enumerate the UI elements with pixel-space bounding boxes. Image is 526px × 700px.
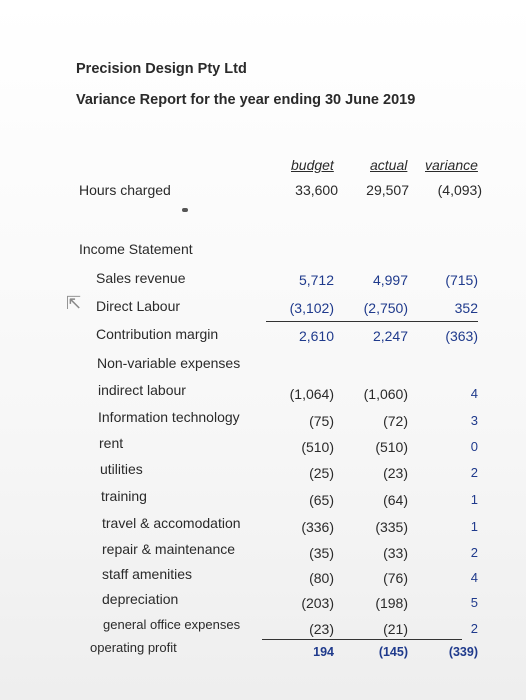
row-budget-value: 5,712 [298, 272, 334, 288]
report-title: Variance Report for the year ending 30 June 2019 [76, 92, 416, 108]
row-variance-value: 3 [470, 413, 478, 428]
row-variance-value: (363) [445, 328, 478, 344]
mouse-pointer-icon: ⇱ [66, 293, 82, 313]
row-actual-value: 4,997 [372, 272, 408, 288]
row-variance-value: 2 [470, 465, 478, 480]
total-rule [262, 639, 462, 640]
row-variance-value: 352 [454, 300, 478, 316]
row-label: general office expenses [103, 617, 241, 632]
row-actual-value: 2,247 [372, 328, 408, 344]
row-actual-value: (33) [383, 545, 408, 561]
subtotal-rule [266, 321, 478, 322]
column-header-variance: variance [425, 157, 478, 173]
row-actual-value: (23) [383, 465, 408, 481]
row-label: repair & maintenance [102, 541, 236, 557]
row-variance-value: 4 [470, 570, 478, 585]
hours-variance: (4,093) [437, 182, 482, 198]
row-variance-value: 2 [470, 545, 478, 560]
row-actual-value: (145) [378, 645, 408, 659]
company-name: Precision Design Pty Ltd [76, 61, 247, 77]
row-budget-value: (1,064) [289, 386, 334, 402]
row-budget-value: (25) [309, 465, 334, 481]
hours-budget: 33,600 [295, 182, 338, 198]
row-variance-value: 4 [470, 386, 478, 401]
row-actual-value: (1,060) [363, 386, 408, 402]
row-variance-value: (339) [448, 645, 478, 659]
column-header-actual: actual [370, 157, 408, 173]
row-actual-value: (76) [383, 570, 408, 586]
row-label: depreciation [102, 591, 179, 607]
row-budget-value: (75) [309, 413, 334, 429]
row-variance-value: (715) [445, 272, 478, 288]
row-variance-value: 2 [470, 621, 478, 636]
row-label: operating profit [90, 640, 177, 655]
row-budget-value: (35) [309, 545, 334, 561]
hours-label: Hours charged [79, 182, 171, 198]
row-actual-value: (2,750) [363, 300, 408, 316]
row-budget-value: (203) [301, 595, 334, 611]
row-actual-value: (21) [383, 621, 408, 637]
row-label: Information technology [98, 409, 240, 425]
row-variance-value: 1 [470, 519, 478, 534]
row-label: Direct Labour [96, 298, 181, 314]
row-budget-value: (336) [301, 519, 334, 535]
row-actual-value: (198) [375, 595, 408, 611]
row-label: indirect labour [98, 382, 186, 398]
row-budget-value: (23) [309, 621, 334, 637]
row-variance-value: 5 [470, 595, 478, 610]
column-header-budget: budget [291, 157, 334, 173]
row-budget-value: 2,610 [298, 328, 334, 344]
row-actual-value: (72) [383, 413, 408, 429]
row-label: travel & accomodation [102, 515, 241, 531]
row-actual-value: (510) [375, 439, 408, 455]
row-label: rent [99, 435, 124, 451]
section-label: Income Statement [79, 241, 193, 257]
row-budget-value: (3,102) [289, 300, 334, 316]
row-budget-value: 194 [313, 645, 334, 659]
row-variance-value: 1 [470, 492, 478, 507]
ink-mark [182, 208, 188, 212]
row-budget-value: (65) [309, 492, 334, 508]
row-label: utilities [100, 461, 143, 477]
row-budget-value: (80) [309, 570, 334, 586]
row-label: Non-variable expenses [97, 355, 241, 371]
row-actual-value: (335) [375, 519, 408, 535]
row-variance-value: 0 [470, 439, 478, 454]
hours-actual: 29,507 [366, 182, 409, 198]
row-label: Contribution margin [96, 326, 219, 342]
row-label: Sales revenue [96, 270, 186, 286]
row-budget-value: (510) [301, 439, 334, 455]
row-label: staff amenities [102, 566, 193, 582]
row-label: training [101, 488, 147, 504]
row-actual-value: (64) [383, 492, 408, 508]
